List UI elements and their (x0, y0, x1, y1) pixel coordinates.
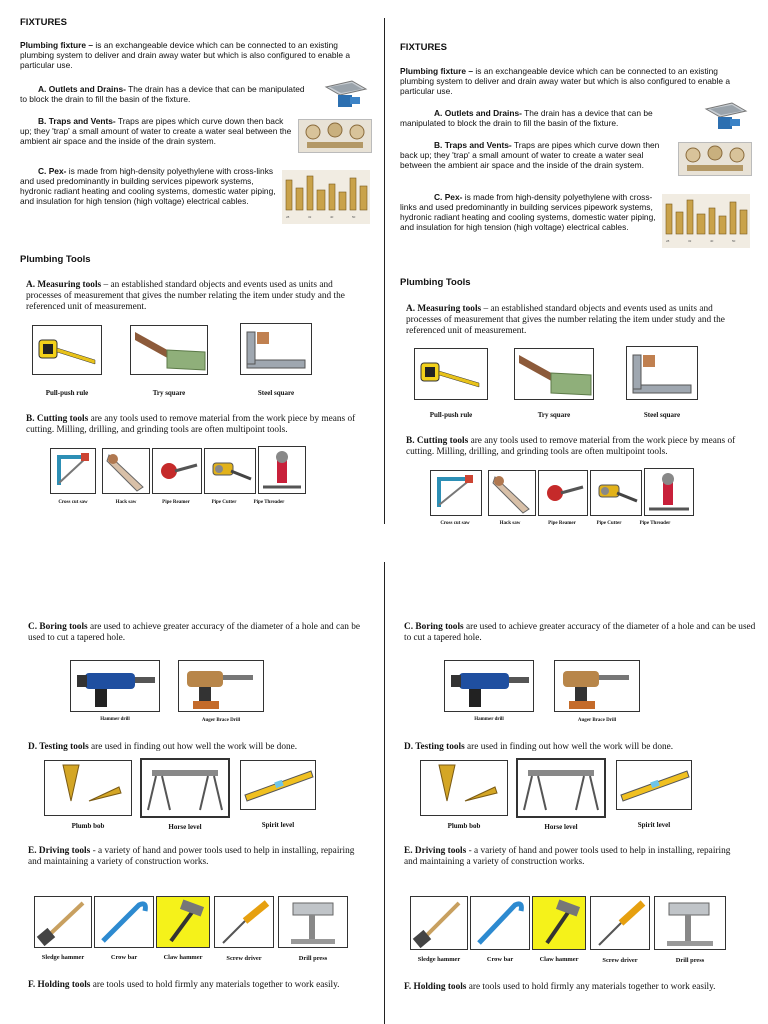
boring-term: C. Boring tools (404, 622, 464, 632)
fixtures-intro (20, 40, 370, 70)
measuring-term: A. Measuring tools (26, 280, 102, 290)
measuring-text (26, 280, 356, 313)
testing-desc: are used in finding out how well the work will be done. (464, 742, 674, 752)
plumb-bob-image (420, 760, 508, 816)
horse-level-label: Horse level (544, 823, 578, 831)
pex-term: C. Pex- (434, 192, 463, 202)
hack-saw-label: Hack saw (115, 500, 137, 505)
spirit-level-label: Spirit level (637, 821, 671, 829)
screw-driver-image (214, 896, 274, 948)
pex-fittings-image (662, 194, 750, 248)
driving-desc: - a variety of hand and power tools used to help in installing, repairing and maintaining a variety of construction works. (28, 846, 355, 867)
steel-square-image (240, 323, 312, 375)
sledge-hammer-label: Sledge hammer (41, 954, 85, 961)
cutting-term: B. Cutting tools (406, 436, 469, 446)
cross-cut-saw-image (430, 470, 482, 516)
claw-hammer-image (532, 896, 586, 950)
tape-measure-image (32, 325, 102, 375)
drill-press-label: Drill press (298, 955, 328, 962)
auger-brace-drill-label: Auger Brace Drill (201, 718, 241, 723)
hack-saw-label: Hack saw (499, 521, 521, 526)
outlets-drains-text (20, 84, 312, 104)
auger-brace-drill-label: Auger Brace Drill (577, 718, 617, 723)
drill-press-image (654, 896, 726, 950)
pull-push-rule-label: Pull-push rule (45, 389, 89, 397)
pipe-reamer-label: Pipe Reamer (162, 500, 190, 505)
pipe-reamer-image (152, 448, 202, 494)
claw-hammer-label: Claw hammer (163, 954, 203, 961)
outlets-desc: The drain has a device that can be manipulated to block the drain to fill the basin of the fixture. (20, 84, 305, 104)
cross-cut-saw-label: Cross cut saw (440, 521, 470, 526)
sledge-hammer-label: Sledge hammer (417, 956, 461, 963)
testing-desc: are used in finding out how well the work will be done. (88, 742, 298, 752)
driving-text (28, 846, 358, 868)
pex-desc: is made from high-density polyethylene with cross-links and used predominantly in building services pipework systems, hydronic radiant heating and cooling systems, domestic water piping, and insulation for high tension (high voltage) electrical cables. (20, 166, 276, 206)
pipe-cutter-image (204, 448, 256, 494)
pex-text (400, 192, 662, 232)
horse-level-image (516, 758, 606, 818)
pipe-reamer-label: Pipe Reamer (548, 521, 576, 526)
horse-level-image (140, 758, 230, 818)
screw-driver-image (590, 896, 650, 950)
pipe-threader-image (258, 446, 306, 494)
crow-bar-image (94, 896, 154, 948)
tools-title: Plumbing Tools (400, 277, 471, 288)
hack-saw-image (102, 448, 150, 494)
driving-text (404, 846, 744, 868)
sledge-hammer-image (410, 896, 468, 950)
svg-text:40: 40 (330, 215, 334, 219)
driving-term: E. Driving tools (28, 846, 91, 856)
intro-term: Plumbing fixture – (400, 66, 474, 76)
boring-text (404, 622, 756, 644)
intro-term: Plumbing fixture – (20, 40, 94, 50)
svg-text:50: 50 (732, 239, 736, 243)
cutting-desc: are any tools used to remove material from the work piece by means of cutting. Milling, drilling, and grinding tools are often multipoint tools. (406, 436, 736, 457)
pipe-threader-label: Pipe Threader (253, 500, 285, 505)
crow-bar-label: Crow bar (110, 954, 138, 961)
hammer-drill-label: Hammer drill (100, 717, 130, 722)
pex-fittings-image (282, 170, 370, 224)
try-square-label: Try square (537, 411, 571, 419)
claw-hammer-label: Claw hammer (539, 956, 579, 963)
svg-text:28: 28 (666, 239, 670, 243)
holding-text (404, 982, 734, 993)
pex-desc: is made from high-density polyethylene with cross-links and used predominantly in building services pipework systems, hydronic radiant heating and cooling systems, domestic water piping, and insulation for high tension (high voltage) electrical cables. (400, 192, 656, 232)
plumb-bob-label: Plumb bob (71, 822, 105, 830)
pipe-cutter-label: Pipe Cutter (596, 521, 622, 526)
boring-desc: are used to achieve greater accuracy of the diameter of a hole and can be used to cut a tapered hole. (28, 622, 360, 643)
tape-measure-image (414, 348, 488, 400)
horse-level-label: Horse level (168, 823, 202, 831)
crow-bar-label: Crow bar (486, 956, 514, 963)
pipe-cutter-label: Pipe Cutter (211, 500, 237, 505)
screw-driver-label: Screw driver (226, 955, 262, 962)
testing-text (404, 742, 756, 753)
holding-term: F. Holding tools (404, 982, 467, 992)
cutting-term: B. Cutting tools (26, 414, 89, 424)
svg-text:32: 32 (688, 239, 692, 243)
spirit-level-label: Spirit level (261, 821, 295, 829)
hammer-drill-image (444, 660, 534, 712)
svg-text:40: 40 (710, 239, 714, 243)
hammer-drill-label: Hammer drill (474, 717, 504, 722)
hammer-drill-image (70, 660, 160, 712)
spirit-level-image (616, 760, 692, 810)
screw-driver-label: Screw driver (602, 957, 638, 964)
outlets-term: A. Outlets and Drains- (38, 84, 126, 94)
pipe-reamer-image (538, 470, 588, 516)
drill-press-image (278, 896, 348, 948)
intro-text: is an exchangeable device which can be connected to an existing plumbing system to deliver and drain away water but which is also configured to enable a particular use. (20, 40, 351, 70)
boring-text (28, 622, 378, 644)
pipe-threader-image (644, 468, 694, 516)
outlets-desc: The drain has a device that can be manipulated to block the drain to fill the basin of the fixture. (400, 108, 653, 128)
driving-desc: - a variety of hand and power tools used to help in installing, repairing and maintaining a variety of construction works. (404, 846, 731, 867)
fixtures-title: FIXTURES (400, 42, 447, 53)
outlets-term: A. Outlets and Drains- (434, 108, 522, 118)
cross-cut-saw-image (50, 448, 96, 494)
pipe-threader-label: Pipe Threader (639, 521, 671, 526)
try-square-image (130, 325, 208, 375)
boring-term: C. Boring tools (28, 622, 88, 632)
fixtures-title: FIXTURES (20, 17, 67, 28)
traps-image (678, 142, 752, 176)
measuring-term: A. Measuring tools (406, 304, 482, 314)
svg-text:50: 50 (352, 215, 356, 219)
auger-brace-drill-image (178, 660, 264, 712)
crow-bar-image (470, 896, 530, 950)
traps-vents-text (400, 140, 670, 170)
spirit-level-image (240, 760, 316, 810)
boring-desc: are used to achieve greater accuracy of the diameter of a hole and can be used to cut a tapered hole. (404, 622, 756, 643)
svg-text:32: 32 (308, 215, 312, 219)
outlets-drains-text (400, 108, 690, 128)
page-top-right (384, 0, 768, 530)
traps-desc: Traps are pipes which curve down then back up; they 'trap' a small amount of water to create a water seal between the ambient air space and the inside of the drain system. (400, 140, 660, 170)
pipe-cutter-image (590, 470, 642, 516)
pex-text (20, 166, 278, 206)
holding-desc: are tools used to hold firmly any materials together to work easily. (466, 982, 716, 992)
steel-square-image (626, 346, 698, 400)
plumb-bob-label: Plumb bob (447, 822, 481, 830)
measuring-desc: – an established standard objects and events used as units and processes of measurement that gives the number relating the item under study and the referenced unit of measurement. (26, 280, 345, 312)
driving-term: E. Driving tools (404, 846, 467, 856)
plumb-bob-image (44, 760, 132, 816)
testing-term: D. Testing tools (28, 742, 89, 752)
measuring-desc: – an established standard objects and events used as units and processes of measurement that gives the number relating the item under study and the referenced unit of measurement. (406, 304, 725, 336)
drain-image (322, 79, 368, 111)
auger-brace-drill-image (554, 660, 640, 712)
testing-term: D. Testing tools (404, 742, 465, 752)
holding-term: F. Holding tools (28, 980, 91, 990)
cutting-text (26, 414, 356, 436)
pex-term: C. Pex- (38, 166, 67, 176)
hack-saw-image (488, 470, 536, 516)
sledge-hammer-image (34, 896, 92, 948)
try-square-image (514, 348, 594, 400)
traps-term: B. Traps and Vents- (434, 140, 512, 150)
steel-square-label: Steel square (643, 411, 681, 419)
measuring-text (406, 304, 746, 337)
claw-hammer-image (156, 896, 210, 948)
tools-title: Plumbing Tools (20, 254, 91, 265)
svg-text:28: 28 (286, 215, 290, 219)
testing-text (28, 742, 378, 753)
traps-desc: Traps are pipes which curve down then back up; they 'trap' a small amount of water to create a water seal between the ambient air space and the inside of the drain system. (20, 116, 292, 146)
try-square-label: Try square (152, 389, 186, 397)
traps-vents-text (20, 116, 292, 146)
traps-term: B. Traps and Vents- (38, 116, 116, 126)
page-bottom-left (0, 600, 384, 1024)
drain-image (702, 101, 748, 133)
holding-desc: are tools used to hold firmly any materials together to work easily. (90, 980, 340, 990)
holding-text (28, 980, 358, 991)
intro-text: is an exchangeable device which can be connected to an existing plumbing system to deliver and drain away water but which is also configured to enable a particular use. (400, 66, 731, 96)
cutting-desc: are any tools used to remove material from the work piece by means of cutting. Milling, drilling, and grinding tools are often multipoint tools. (26, 414, 356, 435)
fixtures-intro (400, 66, 750, 96)
cross-cut-saw-label: Cross cut saw (58, 500, 88, 505)
pull-push-rule-label: Pull-push rule (429, 411, 473, 419)
steel-square-label: Steel square (257, 389, 295, 397)
traps-image (298, 119, 372, 153)
page-top-left (0, 0, 384, 530)
drill-press-label: Drill press (675, 957, 705, 964)
cutting-text (406, 436, 746, 458)
page-bottom-right (384, 600, 768, 1024)
